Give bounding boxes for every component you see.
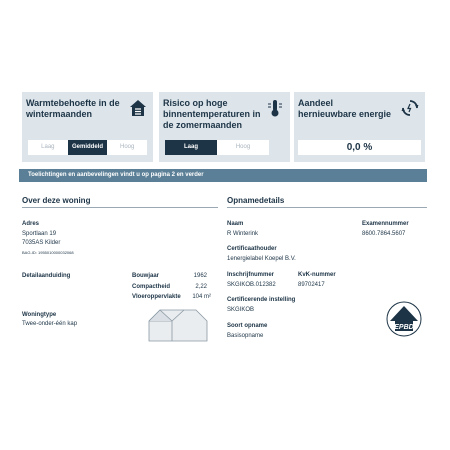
bag-id-value: BAG-ID: 1955010000032068	[22, 250, 74, 255]
city-value: 7035AS Kilder	[22, 240, 61, 246]
street-value: Sportlaan 19	[22, 231, 57, 237]
kvk-value: 89702417	[298, 282, 325, 288]
vloer-value: 104 m²	[192, 294, 211, 300]
woningtype-label: Woningtype	[22, 312, 57, 318]
examennummer-value: 8600.7864.5607	[362, 231, 406, 237]
divider-opname	[227, 207, 427, 208]
epbd-logo-icon	[385, 299, 423, 339]
house-sketch-icon	[146, 307, 210, 343]
winter-heat-scale	[28, 140, 147, 155]
summer-option-laag: Laag	[165, 140, 217, 155]
epbd-logo-text: EPBD	[394, 324, 414, 331]
bouwjaar-value: 1962	[193, 273, 207, 279]
compactheid-value: 2,22	[195, 284, 207, 290]
renewable-percentage: 0,0 %	[298, 140, 421, 155]
detail-label: Detailaanduiding	[22, 273, 71, 279]
divider-woning	[22, 207, 218, 208]
naam-value: R Winterink	[227, 231, 259, 237]
summer-option-hoog: Hoog	[235, 144, 251, 150]
winter-option-hoog: Hoog	[120, 144, 135, 150]
summer-heat-scale	[165, 140, 269, 155]
winter-heat-card	[22, 92, 153, 162]
examennummer-label: Examennummer	[362, 221, 409, 227]
instelling-value: SKGIKOB	[227, 307, 255, 313]
adres-label: Adres	[22, 221, 40, 227]
woningtype-value: Twee-onder-één kap	[22, 321, 78, 327]
naam-label: Naam	[227, 221, 244, 227]
renewable-energy-title: Aandeel hernieuwbare energie	[298, 98, 392, 119]
summer-heat-card	[159, 92, 290, 162]
renewable-cycle-icon	[401, 99, 419, 117]
soort-opname-label: Soort opname	[227, 323, 268, 329]
inschrijfnummer-value: SKGIKOB.012382	[227, 282, 276, 288]
section-title-opname: Opnamedetails	[227, 196, 285, 205]
soort-opname-value: Basisopname	[227, 333, 264, 339]
bouwjaar-label: Bouwjaar	[132, 273, 160, 279]
certificaathouder-label: Certificaathouder	[227, 246, 277, 252]
winter-option-laag: Laag	[41, 144, 55, 150]
inschrijfnummer-label: Inschrijfnummer	[227, 272, 275, 278]
renewable-energy-card	[294, 92, 425, 162]
kvk-label: KvK-nummer	[298, 272, 336, 278]
thermometer-icon	[266, 99, 284, 117]
house-heating-icon	[129, 99, 147, 117]
instelling-label: Certificerende instelling	[227, 297, 296, 303]
winter-option-gemiddeld: Gemiddeld	[68, 140, 108, 155]
certificaathouder-value: 1energielabel Koepel B.V.	[227, 256, 296, 262]
info-banner: Toelichtingen en aanbevelingen vindt u op pagina 2 en verder	[19, 169, 427, 182]
vloer-label: Vloeroppervlakte	[132, 294, 181, 300]
section-title-woning: Over deze woning	[22, 196, 91, 205]
winter-heat-title: Warmtebehoefte in de wintermaanden	[26, 98, 120, 119]
compactheid-label: Compactheid	[132, 284, 171, 290]
summer-heat-title: Risico op hoge binnentemperaturen in de zomermaanden	[163, 98, 261, 130]
